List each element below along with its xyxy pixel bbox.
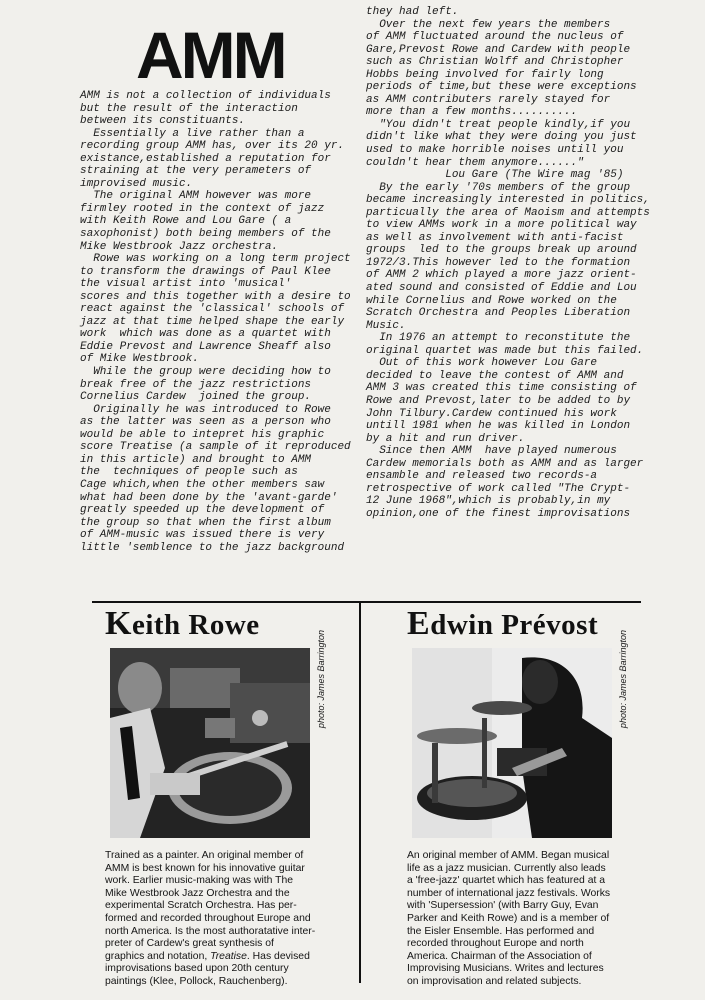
- text-line: they had left.: [366, 6, 459, 18]
- text-line: saxophonist) both being members of the: [80, 228, 331, 241]
- text-line: of AMM-music was issued there is very: [80, 529, 325, 542]
- bio-line: the Eisler Ensemble. Has performed and: [407, 925, 595, 937]
- text-line: ated sound and consisted of Eddie and Lou: [366, 282, 637, 295]
- text-line: AMM 3 was created this time consisting of: [366, 382, 637, 395]
- text-line: groups led to the groups break up around: [366, 244, 637, 257]
- bio-text: graphics and notation,: [105, 950, 211, 962]
- bio-line: An original member of AMM. Began musical: [407, 850, 610, 861]
- text-line: as the latter was seen as a person who: [80, 416, 331, 429]
- text-line: Music.: [366, 319, 406, 332]
- bio-line: America. Chairman of the Association of: [407, 950, 592, 962]
- bio-line: AMM is best known for his innovative guitar: [105, 862, 305, 874]
- profile-bio: [407, 850, 647, 989]
- text-line: ensamble and released two records-a: [366, 470, 598, 483]
- section-divider-horizontal: [92, 601, 641, 603]
- text-line: Gare,Prevost Rowe and Cardew with people: [366, 43, 631, 56]
- text-line: jazz at that time helped shape the early: [80, 315, 345, 328]
- text-line: little 'semblence to the jazz background: [80, 541, 345, 554]
- bio-line: Mike Westbrook Jazz Orchestra and the: [105, 887, 290, 899]
- text-line: Rowe and Prevost,later to be added to by: [366, 394, 631, 407]
- text-line: the techniques of people such as: [80, 466, 298, 479]
- bio-line: Improvising Musicians. Writes and lectures: [407, 963, 604, 975]
- bio-line: on improvisation and related subjects.: [407, 975, 582, 987]
- text-line: didn't like what they were doing you just: [366, 131, 637, 144]
- bio-line: a 'free-jazz' quartet which has featured at a: [407, 875, 606, 887]
- text-line: while Cornelius and Rowe worked on the: [366, 294, 617, 307]
- text-line: of Mike Westbrook.: [80, 353, 199, 366]
- text-line: Hobbs being involved for fairly long: [366, 68, 604, 81]
- text-line: While the group were deciding how to: [80, 366, 331, 379]
- text-line: as AMM contributers rarely stayed for: [366, 93, 611, 106]
- text-line: Eddie Prevost and Lawrence Sheaff also: [80, 340, 331, 353]
- profile-edwin-prevost: [407, 606, 637, 989]
- bio-line: work. Earlier music-making was with The: [105, 875, 294, 887]
- bio-line: formed and recorded throughout Europe and: [105, 912, 311, 924]
- text-line: 1972/3.This however led to the formation: [366, 256, 631, 269]
- text-line: but the result of the interaction: [80, 102, 298, 115]
- text-line: became increasingly interested in politics,: [366, 194, 650, 207]
- bio-line: preter of Cardew's great synthesis of: [105, 938, 274, 950]
- text-line: such as Christian Wolff and Christopher: [366, 56, 624, 69]
- text-line: retrospective of work called "The Crypt-: [366, 482, 631, 495]
- text-line: break free of the jazz restrictions: [80, 378, 312, 391]
- text-line: greatly speeded up the development of: [80, 504, 325, 517]
- text-line: AMM is not a collection of individuals: [80, 90, 331, 102]
- bio-line: [105, 951, 345, 964]
- text-line: periods of time,but these were exceptions: [366, 81, 637, 94]
- text-line: recording group AMM has, over its 20 yr.: [80, 140, 345, 153]
- text-line: Over the next few years the members: [366, 18, 611, 31]
- article-column-left: [80, 90, 350, 554]
- bio-line: improvisations based upon 20th century: [105, 963, 289, 975]
- text-line: of AMM fluctuated around the nucleus of: [366, 31, 624, 44]
- text-line: decided to leave the contest of AMM and: [366, 369, 624, 382]
- text-line: In 1976 an attempt to reconstitute the: [366, 332, 631, 345]
- profile-bio: [105, 850, 345, 989]
- profile-keith-rowe: [105, 606, 335, 989]
- bio-line: Parker and Keith Rowe) and is a member of: [407, 912, 610, 924]
- text-line: would be able to intepret his graphic: [80, 428, 325, 441]
- text-line: to transform the drawings of Paul Klee: [80, 265, 331, 278]
- text-line: Originally he was introduced to Rowe: [80, 403, 331, 416]
- text-line: in this article) and brought to AMM: [80, 453, 312, 466]
- text-line: couldn't hear them anymore......": [366, 156, 584, 169]
- text-line: firmley rooted in the context of jazz: [80, 202, 325, 215]
- guitarist-photo-illustration: [110, 648, 310, 838]
- text-line: Rowe was working on a long term project: [80, 253, 351, 266]
- text-line: more than a few months..........: [366, 106, 578, 119]
- text-line: used to make horrible noises untill you: [366, 144, 624, 157]
- text-line: Scratch Orchestra and Peoples Liberation: [366, 307, 631, 320]
- text-line: "You didn't treat people kindly,if you: [366, 118, 631, 131]
- article-title: AMM: [136, 18, 285, 92]
- text-line: work which was done as a quartet with: [80, 328, 331, 341]
- text-line: Essentially a live rather than a: [80, 127, 305, 140]
- text-line: The original AMM however was more: [80, 190, 312, 203]
- profile-name: Edwin Prévost: [407, 605, 599, 642]
- bio-line: experimental Scratch Orchestra. Has per-: [105, 900, 297, 912]
- text-line: what had been done by the 'avant-garde': [80, 491, 338, 504]
- text-line: John Tilbury.Cardew continued his work: [366, 407, 617, 420]
- bio-line: with 'Supersession' (with Barry Guy, Evan: [407, 900, 599, 912]
- text-line: scores and this together with a desire to: [80, 290, 351, 303]
- bio-line: paintings (Klee, Pollock, Rauchenberg).: [105, 975, 288, 987]
- text-line: original quartet was made but this failed.: [366, 344, 644, 357]
- bio-line: north America. Is the most authoratative inter-: [105, 925, 316, 937]
- drummer-photo-illustration: [412, 648, 612, 838]
- text-line: Cage which,when the other members saw: [80, 478, 325, 491]
- photo-credit: photo: James Barrington: [618, 630, 628, 729]
- bio-line: recorded throughout Europe and north: [407, 938, 584, 950]
- text-line: Cornelius Cardew joined the group.: [80, 391, 312, 404]
- text-line: as well as involvement with anti-facist: [366, 231, 624, 244]
- text-line: of AMM 2 which played a more jazz orient-: [366, 269, 637, 282]
- text-line: Cardew memorials both as AMM and as larger: [366, 457, 644, 470]
- photo-edwin-prevost: [412, 648, 612, 838]
- text-line: existance,established a reputation for: [80, 152, 331, 165]
- text-line: particually the area of Maoism and attempts: [366, 206, 650, 219]
- text-line: opinion,one of the finest improvisations: [366, 507, 631, 520]
- text-line: react against the 'classical' schools of: [80, 303, 345, 316]
- photo-keith-rowe: [110, 648, 310, 838]
- text-line: 12 June 1968",which is probably,in my: [366, 495, 611, 508]
- quote-attribution: Lou Gare (The Wire mag '85): [366, 169, 624, 182]
- text-line: straining at the very perameters of: [80, 165, 312, 178]
- bio-line: Trained as a painter. An original member of: [105, 850, 304, 861]
- text-line: score Treatise (a sample of it reproduced: [80, 441, 351, 454]
- profile-name: Keith Rowe: [105, 605, 260, 642]
- text-line: Since then AMM have played numerous: [366, 445, 617, 458]
- bio-title-italic: Treatise: [210, 950, 247, 962]
- text-line: by a hit and run driver.: [366, 432, 525, 445]
- text-line: between its constituants.: [80, 115, 246, 128]
- text-line: By the early '70s members of the group: [366, 181, 631, 194]
- section-divider-vertical: [359, 601, 361, 983]
- bio-text: . Has devised: [246, 950, 310, 962]
- text-line: with Keith Rowe and Lou Gare ( a: [80, 215, 292, 228]
- bio-line: number of international jazz festivals. Works: [407, 887, 611, 899]
- text-line: the visual artist into 'musical': [80, 278, 292, 291]
- text-line: improvised music.: [80, 177, 193, 190]
- article-column-right: [366, 6, 656, 520]
- bio-line: life as a jazz musician. Currently also leads: [407, 862, 606, 874]
- photo-credit: photo: James Barrington: [316, 630, 326, 729]
- text-line: Mike Westbrook Jazz orchestra.: [80, 240, 279, 253]
- text-line: the group so that when the first album: [80, 516, 331, 529]
- text-line: to view AMMs work in a more political way: [366, 219, 637, 232]
- text-line: untill 1981 when he was killed in London: [366, 420, 631, 433]
- text-line: Out of this work however Lou Gare: [366, 357, 598, 370]
